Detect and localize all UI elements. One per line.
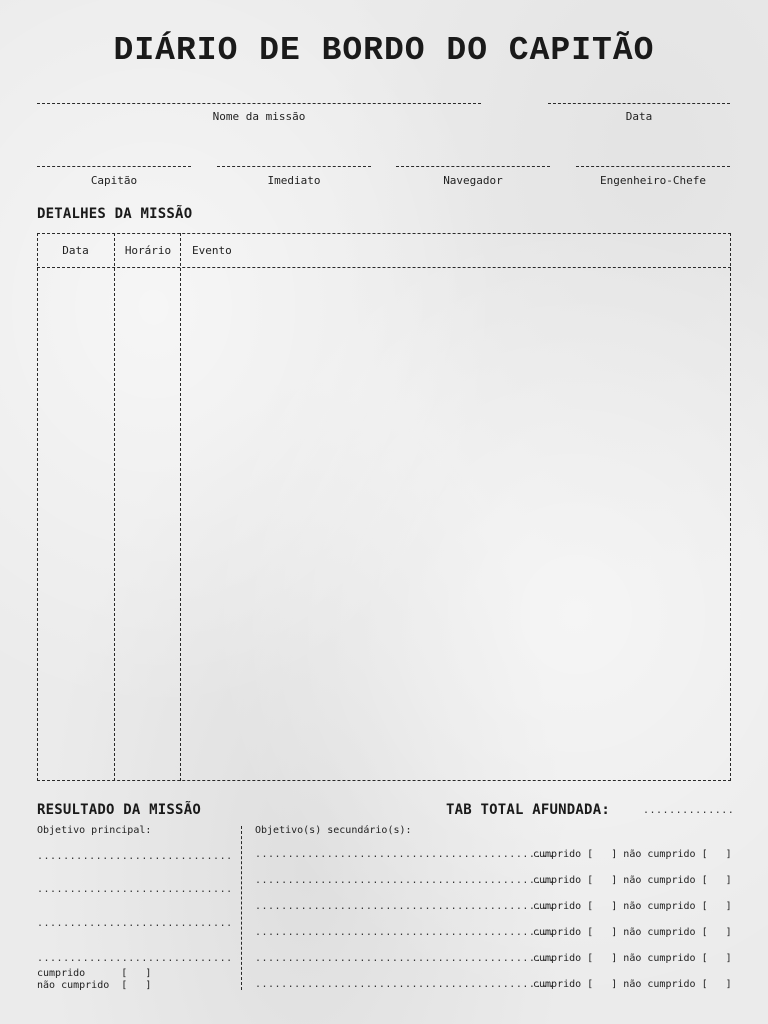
table-left-border [37,233,38,781]
total-tonnage-label: TAB TOTAL AFUNDADA: [446,802,610,818]
date-column-cell[interactable] [39,269,113,779]
primary-completed-checkbox[interactable]: cumprido [ ] [37,968,152,979]
navigator-line[interactable] [396,166,550,167]
first-officer-label: Imediato [267,174,321,187]
secondary-status-4[interactable]: cumprido [ ] não cumprido [ ] [533,927,732,938]
secondary-status-6[interactable]: cumprido [ ] não cumprido [ ] [533,979,732,990]
first-officer-line[interactable] [217,166,371,167]
secondary-status-3[interactable]: cumprido [ ] não cumprido [ ] [533,901,732,912]
details-table [37,233,731,781]
mission-name-line[interactable] [37,103,481,104]
table-col-divider-2 [180,233,181,781]
secondary-objective-line-1[interactable]: .............................................. [255,849,555,860]
date-label: Data [625,110,653,123]
event-column-cell[interactable] [182,269,728,779]
primary-objective-line-2[interactable]: .............................. [37,884,233,895]
secondary-objective-line-3[interactable]: .............................................. [255,901,555,912]
secondary-objective-line-5[interactable]: .............................................. [255,953,555,964]
result-heading: RESULTADO DA MISSÃO [37,802,201,818]
primary-objective-line-1[interactable]: .............................. [37,851,233,862]
primary-not-completed-checkbox[interactable]: não cumprido [ ] [37,980,152,991]
captain-line[interactable] [37,166,191,167]
total-tonnage-field[interactable]: .............. [643,805,735,816]
col-header-date: Data [62,244,89,257]
mission-name-label: Nome da missão [212,110,306,123]
page-title: DIÁRIO DE BORDO DO CAPITÃO [113,32,655,69]
navigator-label: Navegador [443,174,503,187]
primary-objective-label: Objetivo principal: [37,825,152,836]
time-column-cell[interactable] [116,269,179,779]
primary-objective-line-3[interactable]: .............................. [37,918,233,929]
secondary-objective-label: Objetivo(s) secundário(s): [255,825,412,836]
secondary-status-2[interactable]: cumprido [ ] não cumprido [ ] [533,875,732,886]
date-line[interactable] [548,103,730,104]
result-divider [241,826,242,990]
col-header-event: Evento [192,244,232,257]
secondary-objective-line-2[interactable]: .............................................. [255,875,555,886]
secondary-objective-line-4[interactable]: .............................................. [255,927,555,938]
table-col-divider-1 [114,233,115,781]
secondary-objective-line-6[interactable]: .............................................. [255,979,555,990]
table-header-divider [37,267,731,268]
table-right-border [730,233,731,781]
table-top-border [37,233,731,234]
secondary-status-5[interactable]: cumprido [ ] não cumprido [ ] [533,953,732,964]
secondary-status-1[interactable]: cumprido [ ] não cumprido [ ] [533,849,732,860]
primary-objective-line-4[interactable]: .............................. [37,953,233,964]
details-heading: DETALHES DA MISSÃO [37,206,193,222]
col-header-time: Horário [124,244,172,257]
captain-label: Capitão [90,174,138,187]
chief-engineer-label: Engenheiro-Chefe [600,174,706,187]
chief-engineer-line[interactable] [576,166,730,167]
table-bottom-border [37,780,731,781]
